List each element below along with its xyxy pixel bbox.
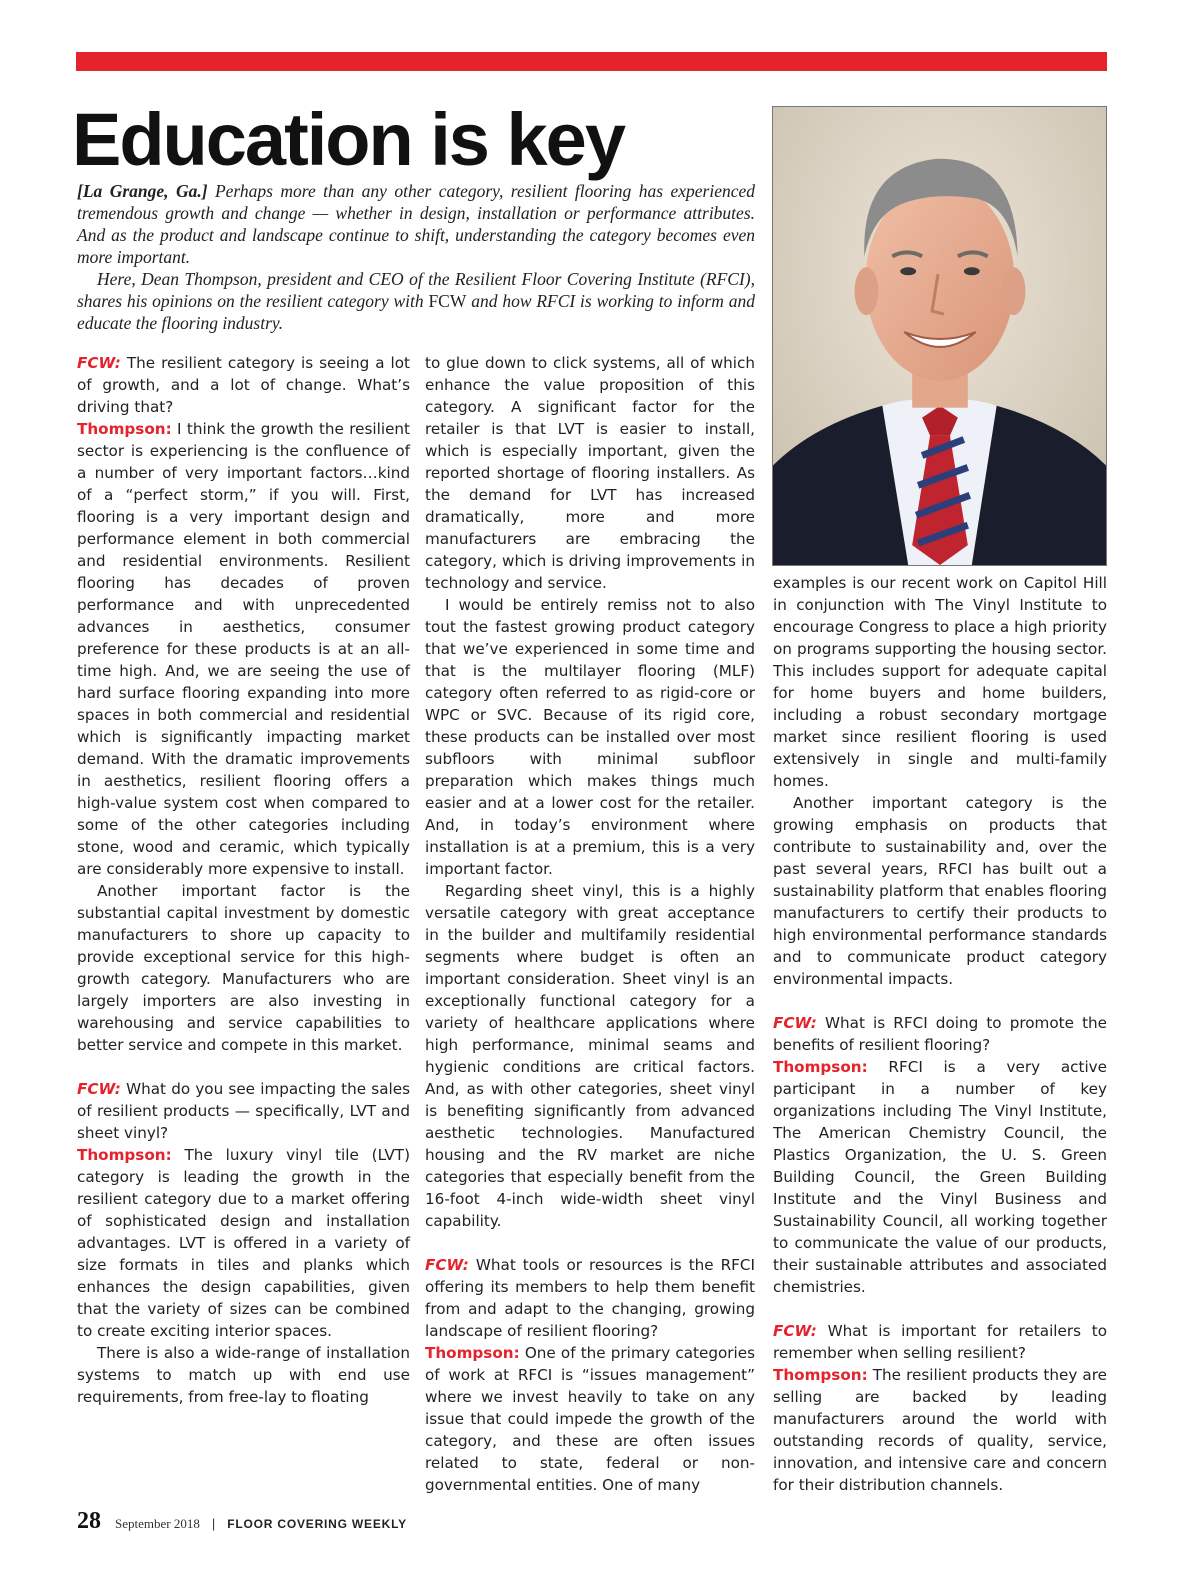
answer-4: Thompson: RFCI is a very active participant in a number of key organizations including The Vinyl Institute, The American Chemistry Council, the Plastics Organization, the U. S. Green Building Council, the Green Building Institute and the Vinyl Business and Sustainability Council, all working together to communicate the value of our products, their sustainable attributes and associated chemistries. [773, 1058, 1107, 1296]
issue-date: September 2018 [115, 1516, 200, 1531]
fcw-label: FCW: [425, 1256, 469, 1274]
question-1: FCW: The resilient category is seeing a lot of growth, and a lot of change. What’s driving that? [77, 354, 410, 416]
top-accent-bar [76, 52, 1107, 71]
answer-1-continued: Another important factor is the substantial capital investment by domestic manufacturers to shore up capacity to provide exceptional service for this high-growth category. Manufacturers who are largely importers are also investing in warehousing and service capabilities to better service and compete in this market. [77, 882, 410, 1054]
column-3 [773, 572, 1107, 1496]
answer-3-part-1: Thompson: One of the primary categories of work at RFCI is “issues management” where we invest heavily to take on any issue that could impede the growth of the category, and these are often issues related to state, federal or non-governmental entities. One of many [425, 1344, 755, 1494]
question-3: FCW: What tools or resources is the RFCI offering its members to help them benefit from and adapt to the changing, growing landscape of resilient flooring? [425, 1256, 755, 1340]
portrait-illustration [773, 107, 1106, 565]
answer-3-sustainability: Another important category is the growing emphasis on products that contribute to sustainability and, over the past several years, RFCI has built out a sustainability platform that enables flooring manufacturers to certify their products to high environmental performance standards and to communicate product category environmental impacts. [773, 794, 1107, 988]
article-headline: Education is key [72, 98, 624, 181]
intro-publication-name: FCW [428, 291, 467, 311]
answer-5: Thompson: The resilient products they are selling are backed by leading manufacturers around the world with outstanding records of quality, service, innovation, and intensive care and concern for their distribution channels. [773, 1366, 1107, 1494]
answer-2-mlf: I would be entirely remiss not to also tout the fastest growing product category that we’ve experienced in some time and that is the multilayer flooring (MLF) category often referred to as rigid-core or WPC or SVC. Because of its rigid core, these products can be installed over most subfloors with minimal subfloor preparation which makes things much easier and at a lower cost for the retailer. And, in today’s environment where installation is at a premium, this is a very important factor. [425, 596, 755, 878]
publication-name: FLOOR COVERING WEEKLY [227, 1517, 407, 1531]
column-1 [77, 352, 410, 1408]
thompson-label: Thompson: [773, 1366, 868, 1384]
fcw-label: FCW: [77, 354, 121, 372]
answer-2-installation-part-2: to glue down to click systems, all of which enhance the value proposition of this category. A significant factor for the retailer is that LVT is easier to install, which is especially important, given the reported shortage of flooring installers. As the demand for LVT has increased dramatically, more and more manufacturers are embracing the category, which is driving improvements in technology and service. [425, 354, 755, 592]
intro-text-2a: Here, Dean Thompson, president and CEO of the Resilient Floor Covering Institute (RFCI), shares his opinions on the resilient category with [77, 269, 755, 311]
dateline: [La Grange, Ga.] [77, 181, 208, 201]
question-2: FCW: What do you see impacting the sales of resilient products — specifically, LVT and sheet vinyl? [77, 1080, 410, 1142]
question-4: FCW: What is RFCI doing to promote the benefits of resilient flooring? [773, 1014, 1107, 1054]
intro-text-1: Perhaps more than any other category, resilient flooring has experienced tremendous growth and change — whether in design, installation or performance attributes. And as the product and landscape continue to shift, understanding the category becomes even more important. [77, 181, 755, 267]
page-footer [77, 1508, 407, 1535]
answer-1: Thompson: I think the growth the resilient sector is experiencing is the confluence of a number of very important factors…kind of a “perfect storm,” if you will. First, flooring is a very important design and performance element in both commercial and residential environments. Resilient flooring has decades of proven performance and with unprecedented advances in aesthetics, consumer preference for these products is at an all-time high. And, we are seeing the use of hard surface flooring expanding into more spaces in both commercial and residential which is significantly impacting market demand. With the dramatic improvements in aesthetics, resilient flooring offers a high-value system cost when compared to some of the other categories including stone, wood and ceramic, which typically are considerably more expensive to install. [77, 420, 410, 878]
fcw-label: FCW: [77, 1080, 121, 1098]
intro-paragraph-1 [77, 180, 755, 268]
thompson-label: Thompson: [773, 1058, 868, 1076]
thompson-label: Thompson: [77, 420, 172, 438]
question-5: FCW: What is important for retailers to remember when selling resilient? [773, 1322, 1107, 1362]
answer-3-part-2: examples is our recent work on Capitol Hill in conjunction with The Vinyl Institute to encourage Congress to place a high priority on programs supporting the housing sector. This includes support for adequate capital for home buyers and home builders, including a robust secondary mortgage market since resilient flooring is used extensively in single and multi-family homes. [773, 574, 1107, 790]
fcw-label: FCW: [773, 1322, 817, 1340]
intro-text-2b: and how RFCI is working to inform and educate the flooring industry. [77, 291, 755, 333]
portrait-photo [772, 106, 1107, 566]
thompson-label: Thompson: [425, 1344, 520, 1362]
fcw-label: FCW: [773, 1014, 817, 1032]
page-number: 28 [77, 1508, 101, 1534]
thompson-label: Thompson: [77, 1146, 172, 1164]
article-intro [77, 180, 755, 334]
answer-2-sheet-vinyl: Regarding sheet vinyl, this is a highly versatile category with great acceptance in the builder and multifamily residential segments where budget is often an important consideration. Sheet vinyl is an exceptionally functional category for a variety of healthcare applications where high performance, minimal seams and hygienic conditions are critical factors. And, as with other categories, sheet vinyl is benefiting significantly from advanced aesthetic technologies. Manufactured housing and the RV market are niche categories that especially benefit from the 16-foot 4-inch wide-width sheet vinyl capability. [425, 882, 755, 1230]
footer-separator: | [211, 1516, 216, 1531]
answer-2-installation-part-1: There is also a wide-range of installation systems to match up with end use requirements, from free-lay to floating [77, 1344, 410, 1406]
answer-2: Thompson: The luxury vinyl tile (LVT) category is leading the growth in the resilient category due to a market offering of sophisticated design and installation advantages. LVT is offered in a variety of size formats in tiles and planks which enhances the design capabilities, given that the variety of sizes can be combined to create exciting interior spaces. [77, 1146, 410, 1340]
column-2 [425, 352, 755, 1496]
intro-paragraph-2 [77, 268, 755, 334]
